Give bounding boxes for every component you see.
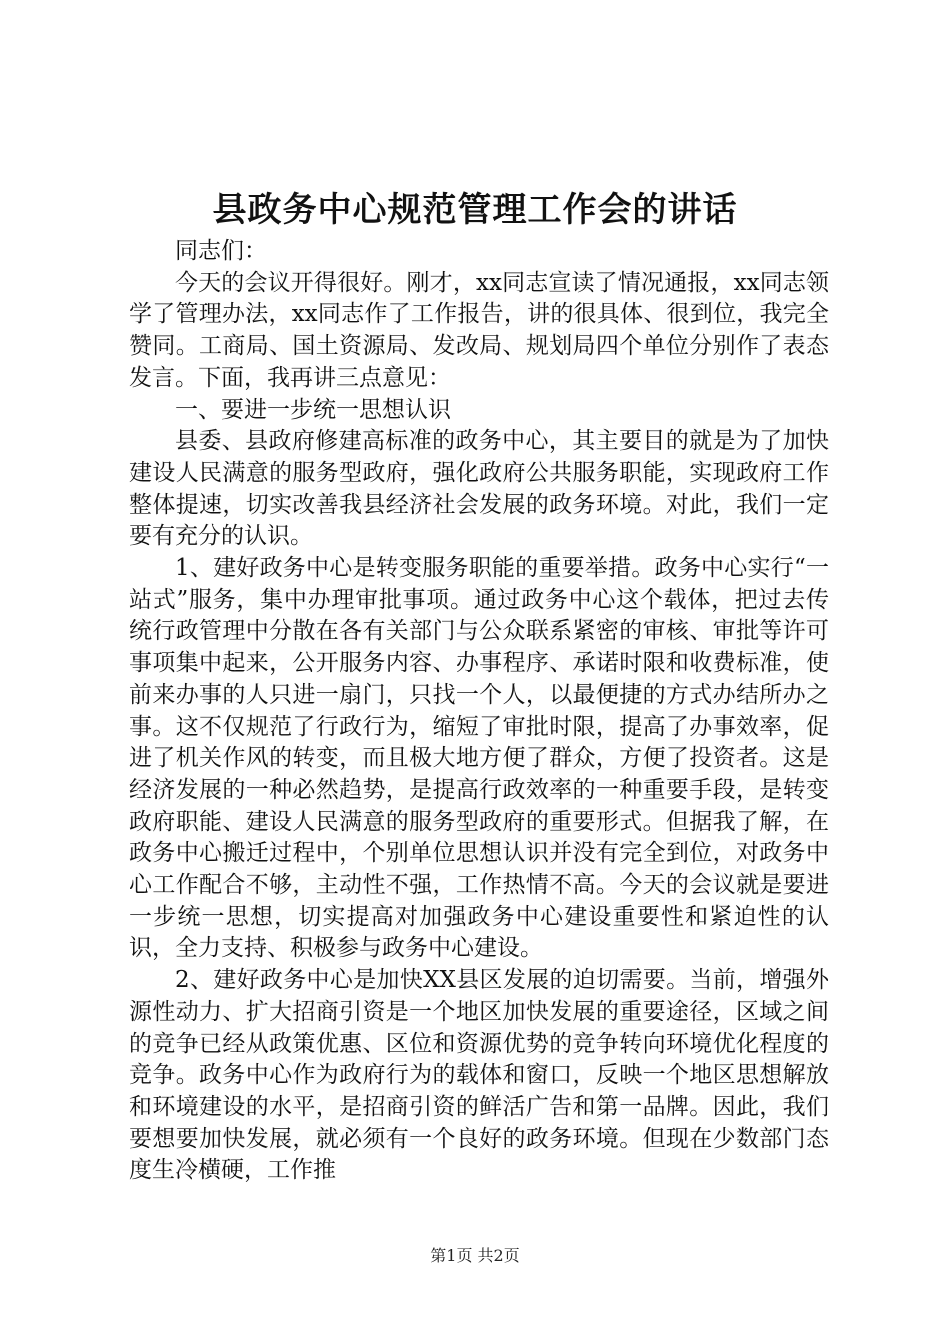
body-paragraph: 县委、县政府修建高标准的政务中心，其主要目的就是为了加快建设人民满意的服务型政府，强化政府公共服务职能，实现政府工作整体提速，切实改善我县经济社会发展的政务环境。对此，我们一定要有充分的认识。 bbox=[129, 428, 829, 550]
body-paragraph: 1、建好政务中心是转变服务职能的重要举措。政务中心实行“一站式”服务，集中办理审批事项。通过政务中心这个载体，把过去传统行政管理中分散在各有关部门与公众联系紧密的审核、审批等许可事项集中起来，公开服务内容、办事程序、承诺时限和收费标准，使前来办事的人只进一扇门，只找一个人，以最便捷的方式办结所办之事。这不仅规范了行政行为，缩短了审批时限，提高了办事效率，促进了机关作风的转变，而且极大地方便了群众，方便了投资者。这是经济发展的一种必然趋势，是提高行政效率的一种重要手段，是转变政府职能、建设人民满意的服务型政府的重要形式。但据我了解，在政务中心搬迁过程中，个别单位思想认识并没有完全到位，对政务中心工作配合不够，主动性不强，工作热情不高。今天的会议就是要进一步统一思想，切实提高对加强政务中心建设重要性和紧迫性的认识，全力支持、积极参与政务中心建设。 bbox=[129, 555, 829, 962]
section-heading-1: 一、要进一步统一思想认识 bbox=[175, 396, 451, 423]
document-title: 县政务中心规范管理工作会的讲话 bbox=[212, 190, 738, 230]
intro-paragraph: 今天的会议开得很好。刚才，xx同志宣读了情况通报，xx同志领学了管理办法，xx同志作了工作报告，讲的很具体、很到位，我完全赞同。工商局、国土资源局、发改局、规划局四个单位分别作了表态发言。下面，我再讲三点意见： bbox=[129, 269, 829, 391]
page-footer: 第1页 共2页 bbox=[430, 1246, 520, 1265]
document-body bbox=[129, 236, 829, 1187]
salutation-paragraph: 同志们： bbox=[175, 238, 267, 264]
body-paragraph: 2、建好政务中心是加快XX县区发展的迫切需要。当前，增强外源性动力、扩大招商引资是一个地区加快发展的重要途径，区域之间的竞争已经从政策优惠、区位和资源优势的竞争转向环境优化程度的竞争。政务中心作为政府行为的载体和窗口，反映一个地区思想解放和环境建设的水平，是招商引资的鲜活广告和第一品牌。因此，我们要想要加快发展，就必须有一个良好的政务环境。但现在少数部门态度生冷横硬，工作推 bbox=[129, 967, 829, 1184]
